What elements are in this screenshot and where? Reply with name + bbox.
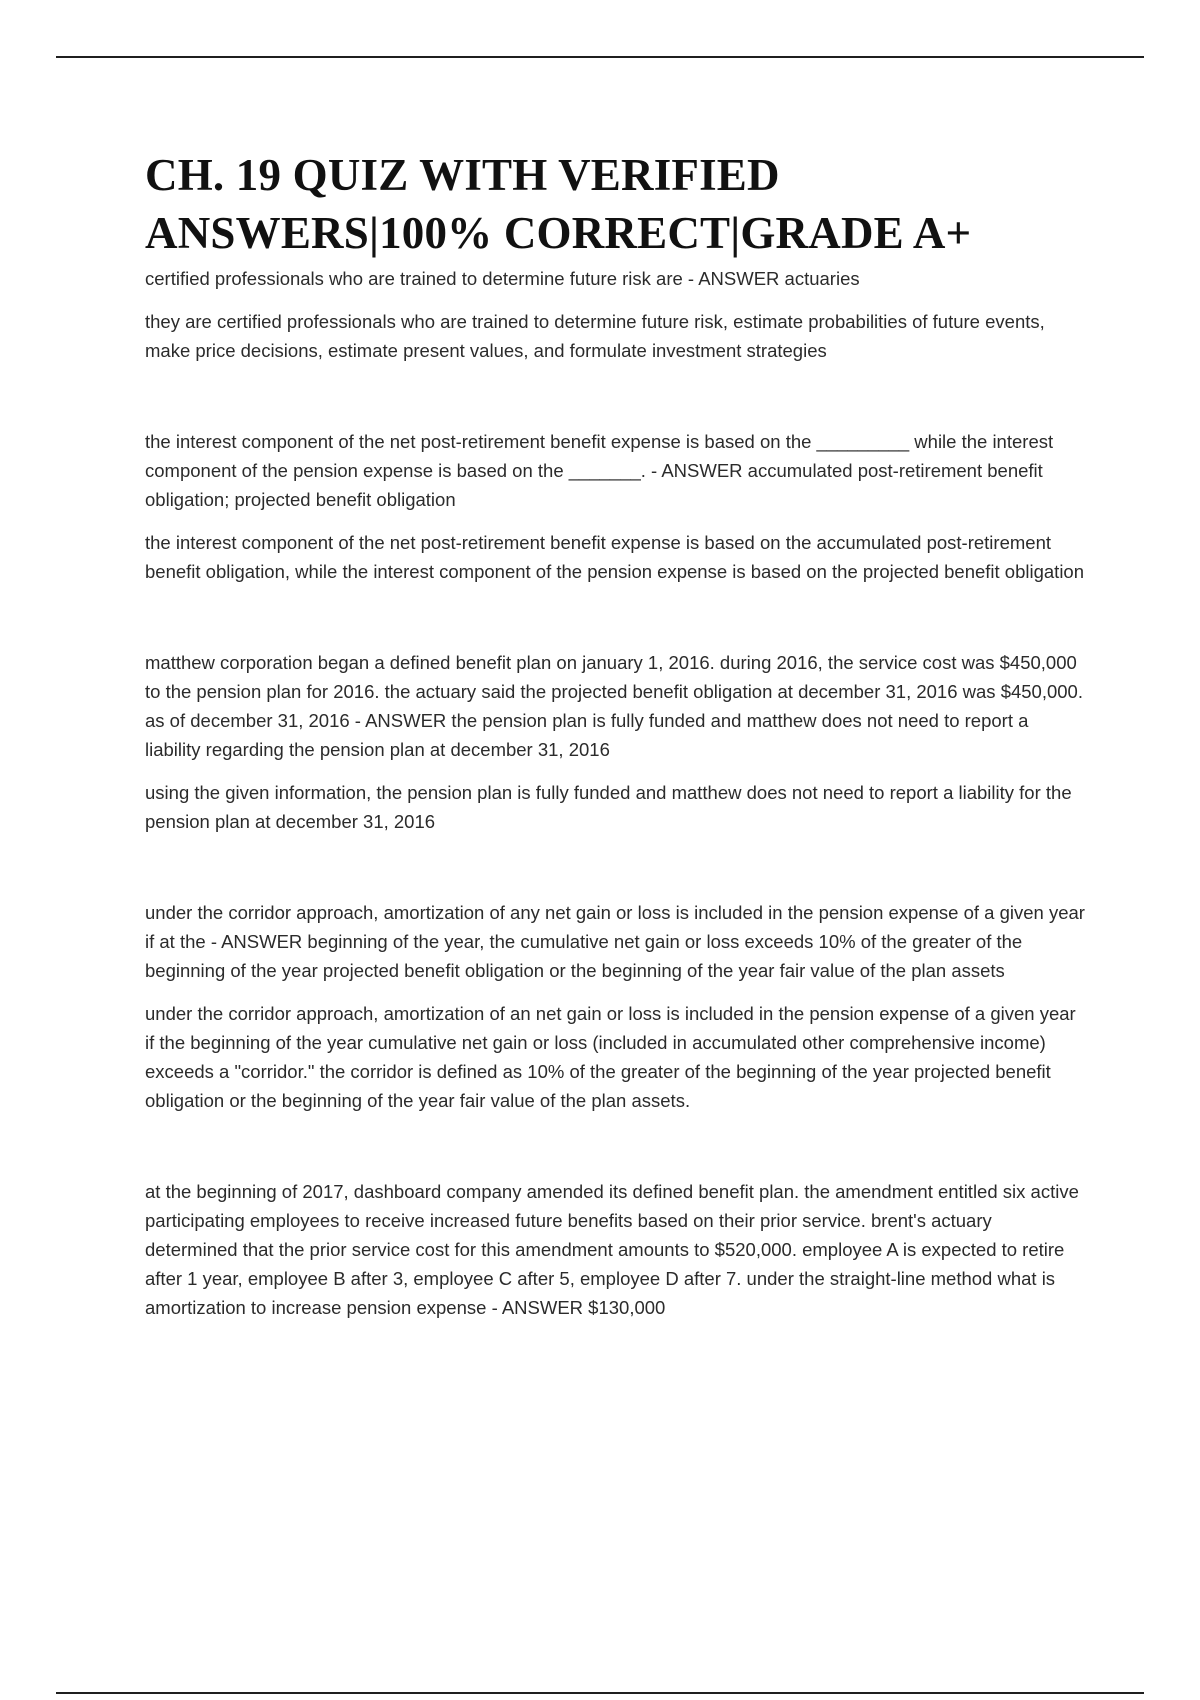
question-text: matthew corporation began a defined benefit plan on january 1, 2016. during 2016, the service cost was $450,000 to the pension plan for 2016. the actuary said the projected benefit obligation at december 31, 2016 was $450,000. as of december 31, 2016 - ANSWER the pension plan is fully funded and matthew does not need to report a liability regarding the pension plan at december 31, 2016: [145, 652, 1083, 760]
qa-item-5: [145, 1177, 1085, 1322]
section-gap: [145, 365, 1085, 427]
question-text: certified professionals who are trained to determine future risk are - ANSWER actuaries: [145, 268, 860, 289]
qa-item-4: [145, 898, 1085, 1115]
document-title: [145, 146, 1085, 262]
section-gap: [145, 1115, 1085, 1177]
bottom-rule: [56, 1692, 1144, 1694]
question-text: the interest component of the net post-retirement benefit expense is based on the _________ while the interest component of the pension expense is based on the _______. - ANSWER accumulated post-retirement benefit obligation; projected benefit obligation: [145, 431, 1054, 510]
question-text: under the corridor approach, amortization of any net gain or loss is included in the pension expense of a given year if at the - ANSWER beginning of the year, the cumulative net gain or loss exceeds 10% of the greater of the beginning of the year projected benefit obligation or the beginning of the year fair value of the plan assets: [145, 902, 1085, 981]
section-gap: [145, 836, 1085, 898]
qa-item-2: [145, 427, 1085, 586]
qa-item-1: [145, 264, 1085, 365]
explanation-text: using the given information, the pension plan is fully funded and matthew does not need to report a liability for the pension plan at december 31, 2016: [145, 782, 1072, 832]
explanation-text: they are certified professionals who are trained to determine future risk, estimate probabilities of future events, make price decisions, estimate present values, and formulate investment strategies: [145, 311, 1045, 361]
section-gap: [145, 586, 1085, 648]
title-line-1: CH. 19 QUIZ WITH VERIFIED: [145, 150, 780, 200]
qa-item-3: [145, 648, 1085, 836]
document-body: [145, 146, 1085, 1336]
top-rule: [56, 56, 1144, 58]
explanation-text: under the corridor approach, amortization of an net gain or loss is included in the pension expense of a given year if the beginning of the year cumulative net gain or loss (included in accumulated other comprehensive income) exceeds a "corridor." the corridor is defined as 10% of the greater of the beginning of the year projected benefit obligation or the beginning of the year fair value of the plan assets.: [145, 1003, 1076, 1111]
question-text: at the beginning of 2017, dashboard company amended its defined benefit plan. the amendment entitled six active participating employees to receive increased future benefits based on their prior service. brent's actuary determined that the prior service cost for this amendment amounts to $520,000. employee A is expected to retire after 1 year, employee B after 3, employee C after 5, employee D after 7. under the straight-line method what is amortization to increase pension expense - ANSWER $130,000: [145, 1181, 1079, 1318]
explanation-text: the interest component of the net post-retirement benefit expense is based on the accumulated post-retirement benefit obligation, while the interest component of the pension expense is based on the projected benefit obligation: [145, 532, 1085, 582]
title-line-2: ANSWERS|100% CORRECT|GRADE A+: [145, 208, 972, 258]
